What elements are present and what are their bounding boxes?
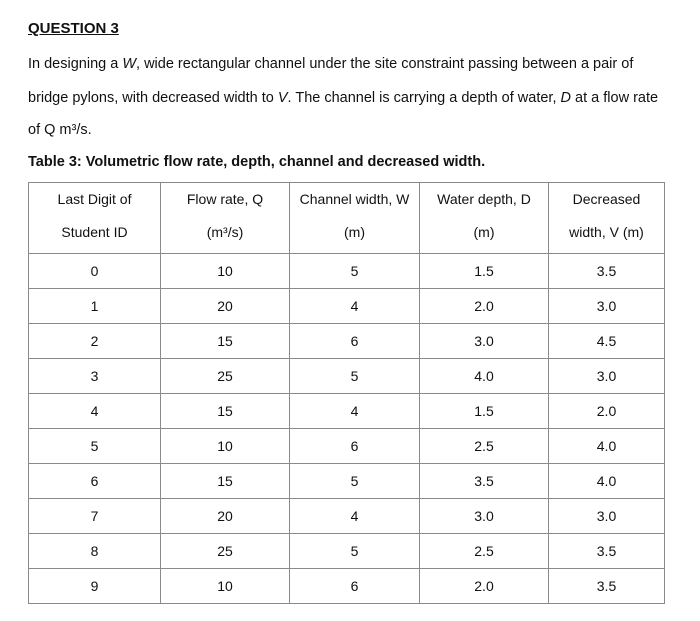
cell-water-depth: 3.0 [420, 499, 549, 534]
flow-data-table [28, 182, 665, 604]
table-caption: Table 3: Volumetric flow rate, depth, channel and decreased width. [28, 154, 486, 170]
cell-flow-rate: 15 [161, 394, 290, 429]
table-row [29, 429, 665, 464]
cell-flow-rate: 25 [161, 534, 290, 569]
text-segment: bridge pylons, with decreased width to [28, 90, 278, 106]
cell-student-id: 3 [29, 359, 161, 394]
cell-channel-width: 6 [290, 324, 420, 359]
cell-flow-rate: 10 [161, 569, 290, 604]
cell-decreased-width: 4.0 [549, 464, 665, 499]
cell-flow-rate: 10 [161, 254, 290, 289]
header-line: (m³/s) [206, 224, 244, 240]
header-line: Last Digit of [57, 191, 132, 207]
table-row [29, 254, 665, 289]
table-row [29, 324, 665, 359]
cell-flow-rate: 15 [161, 324, 290, 359]
text-segment: at a flow rate [571, 90, 659, 106]
cell-student-id: 9 [29, 569, 161, 604]
cell-student-id: 1 [29, 289, 161, 324]
header-line: (m) [473, 224, 495, 240]
header-line: Decreased [572, 191, 641, 207]
cell-water-depth: 2.5 [420, 429, 549, 464]
question-heading: QUESTION 3 [28, 20, 119, 37]
text-segment: , wide rectangular channel under the site constraint passing between a pair of [136, 56, 634, 72]
question-text-line-2 [28, 89, 678, 107]
cell-water-depth: 3.5 [420, 464, 549, 499]
cell-decreased-width: 3.5 [549, 534, 665, 569]
cell-channel-width: 4 [290, 499, 420, 534]
text-segment: . The channel is carrying a depth of water, [287, 90, 561, 106]
header-line: Channel width, W [299, 191, 410, 207]
table-row [29, 499, 665, 534]
cell-student-id: 4 [29, 394, 161, 429]
header-line: Water depth, D [437, 191, 531, 207]
variable-w: W [122, 56, 137, 72]
cell-decreased-width: 3.0 [549, 289, 665, 324]
cell-decreased-width: 4.0 [549, 429, 665, 464]
cell-student-id: 2 [29, 324, 161, 359]
cell-student-id: 6 [29, 464, 161, 499]
header-water-depth [420, 183, 549, 254]
cell-decreased-width: 3.0 [549, 499, 665, 534]
cell-water-depth: 1.5 [420, 394, 549, 429]
cell-student-id: 5 [29, 429, 161, 464]
cell-channel-width: 4 [290, 289, 420, 324]
cell-channel-width: 6 [290, 429, 420, 464]
header-flow-rate [161, 183, 290, 254]
cell-water-depth: 2.5 [420, 534, 549, 569]
table-header-row [29, 183, 665, 254]
cell-flow-rate: 25 [161, 359, 290, 394]
cell-channel-width: 5 [290, 359, 420, 394]
cell-decreased-width: 3.0 [549, 359, 665, 394]
cell-water-depth: 4.0 [420, 359, 549, 394]
cell-student-id: 8 [29, 534, 161, 569]
header-line: (m) [344, 224, 365, 240]
cell-water-depth: 2.0 [420, 289, 549, 324]
cell-channel-width: 5 [290, 534, 420, 569]
question-text-line-3: of Q m³/s. [28, 122, 92, 138]
cell-channel-width: 5 [290, 254, 420, 289]
cell-student-id: 7 [29, 499, 161, 534]
cell-decreased-width: 2.0 [549, 394, 665, 429]
variable-v: V [277, 90, 288, 106]
cell-flow-rate: 20 [161, 289, 290, 324]
cell-water-depth: 1.5 [420, 254, 549, 289]
cell-decreased-width: 3.5 [549, 569, 665, 604]
cell-channel-width: 4 [290, 394, 420, 429]
variable-d: D [560, 90, 572, 106]
header-line: Student ID [61, 224, 128, 240]
header-decreased-width [549, 183, 665, 254]
cell-decreased-width: 4.5 [549, 324, 665, 359]
table-row [29, 289, 665, 324]
cell-flow-rate: 10 [161, 429, 290, 464]
header-channel-width [290, 183, 420, 254]
table-row [29, 464, 665, 499]
header-student-id [29, 183, 161, 254]
header-line: width, V (m) [569, 224, 644, 240]
header-line: Flow rate, Q [186, 191, 264, 207]
question-text-line-1 [28, 55, 678, 73]
table-row [29, 534, 665, 569]
table-row [29, 394, 665, 429]
cell-channel-width: 5 [290, 464, 420, 499]
table-row [29, 569, 665, 604]
text-segment: In designing a [28, 56, 123, 72]
cell-water-depth: 2.0 [420, 569, 549, 604]
cell-decreased-width: 3.5 [549, 254, 665, 289]
cell-channel-width: 6 [290, 569, 420, 604]
cell-student-id: 0 [29, 254, 161, 289]
cell-flow-rate: 15 [161, 464, 290, 499]
cell-flow-rate: 20 [161, 499, 290, 534]
cell-water-depth: 3.0 [420, 324, 549, 359]
table-row [29, 359, 665, 394]
